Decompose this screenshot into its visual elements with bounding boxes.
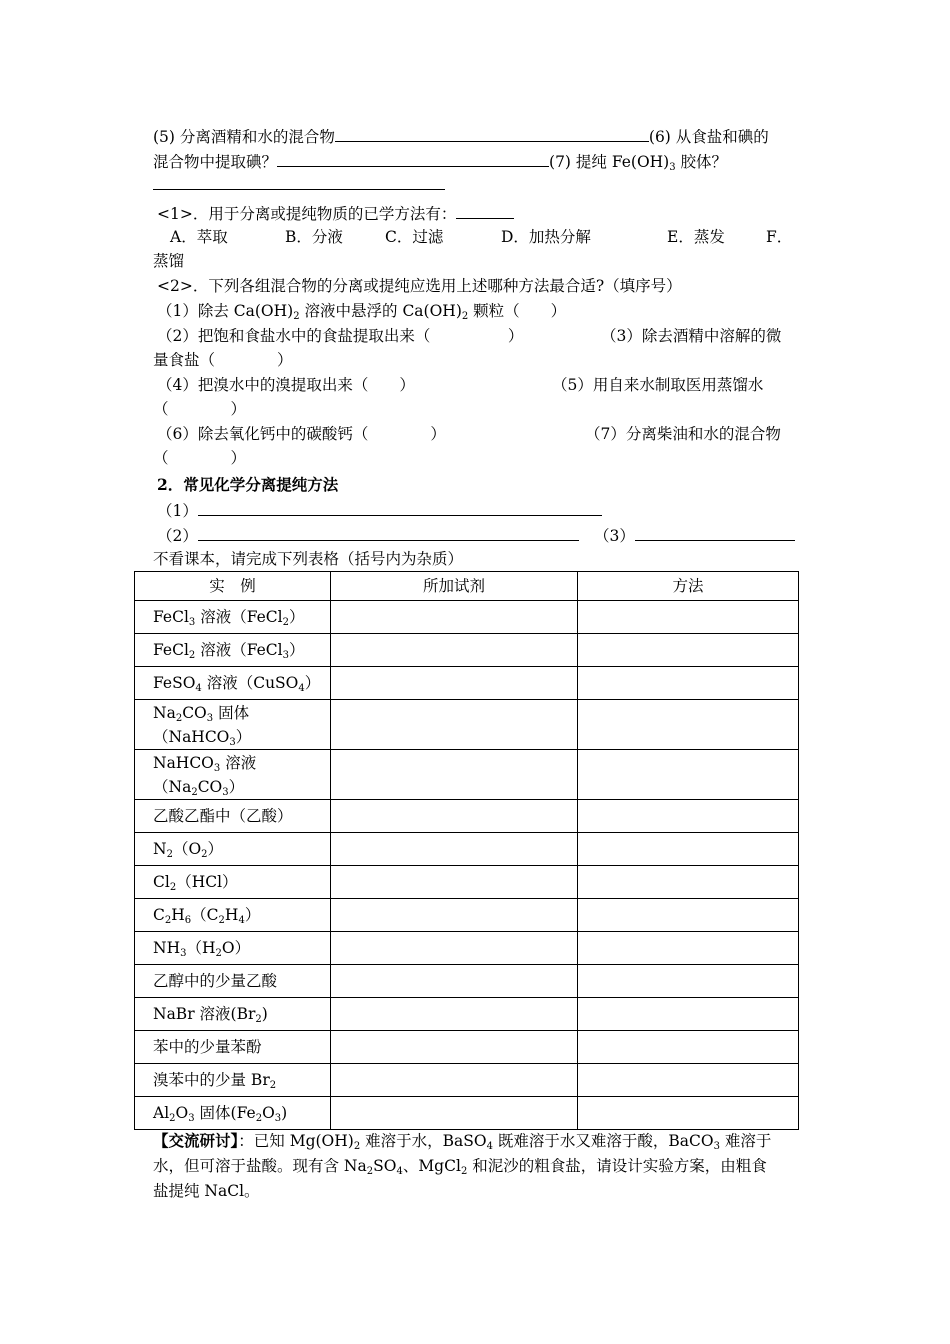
q2-item-3: （3）除去酒精中溶解的微 <box>601 327 782 345</box>
table-row <box>135 1064 799 1097</box>
method-cell[interactable] <box>578 899 799 932</box>
method-blank-3[interactable] <box>635 523 795 541</box>
method-cell[interactable] <box>578 932 799 965</box>
q2-item-2: （2）把饱和食盐水中的食盐提取出来（ ） <box>157 327 524 345</box>
table-row <box>135 998 799 1031</box>
q2-item-1: （1）除去 $Ca(OH)_2$ 溶液中悬浮的 $Ca(OH)_2$ 颗粒（ ） <box>157 302 567 322</box>
example-cell: FeCl$_2$ 溶液（FeCl$_3$） <box>135 634 331 667</box>
reagent-cell[interactable] <box>331 899 578 932</box>
method-blank-1[interactable] <box>198 498 602 516</box>
q1-options <box>170 225 228 249</box>
q2-item-5-cont: （ ） <box>153 400 247 418</box>
option-e: E．蒸发 <box>667 228 725 246</box>
method-cell[interactable] <box>578 866 799 899</box>
q2-item-7-cont: （ ） <box>153 449 247 467</box>
reagent-cell[interactable] <box>331 998 578 1031</box>
table-instruction: 不看课本，请完成下列表格（括号内为杂质） <box>153 550 464 568</box>
q2-title: <2>．下列各组混合物的分离或提纯应选用上述哪种方法最合适?（填序号） <box>157 277 682 295</box>
header-example: 实 例 <box>135 572 331 601</box>
example-cell: $C_2H_6(C_2H_4)$ <box>135 899 331 932</box>
example-cell: $NH_3(H_2O)$ <box>135 932 331 965</box>
q2-item-4: （4）把溴水中的溴提取出来（ ） <box>157 376 415 394</box>
option-a: A．萃取 <box>170 228 228 246</box>
example-cell: 乙酸乙酯中（乙酸） <box>135 800 331 833</box>
discussion-line-2: 水，但可溶于盐酸。现有含 $Na_2SO_4$、MgCl$_2$ 和泥沙的粗食盐，请设计实验方案，由粗食 <box>153 1157 767 1177</box>
example-cell: $Al_2O_3$ 固体$(Fe_2O_3)$ <box>135 1097 331 1130</box>
q2-item-5: （5）用自来水制取医用蒸馏水 <box>552 376 764 394</box>
method-cell[interactable] <box>578 601 799 634</box>
example-cell: $N_2(O_2)$ <box>135 833 331 866</box>
discussion-label: 【交流研讨】 <box>153 1131 239 1150</box>
option-f: F． <box>766 228 793 246</box>
example-cell: $Cl_2(HCl)$ <box>135 866 331 899</box>
worksheet-page: (5) 分离酒精和水的混合物 (6) 从食盐和碘的 混合物中提取碘？ (7) 提纯 $Fe(OH)_3$ 胶体？ <1>．用于分离或提纯物质的已学方法有： A．萃取 B．分液 C．过滤 D．加热分解 E．蒸发 F． 蒸馏 <2>．下列各组混合物的分离或提纯应选用上述哪种方法最合适?（填序号） （1）除去 $Ca(OH)_2$ 溶液中悬浮的 $Ca(OH)_2$ 颗粒（ ） （2）把饱和食盐水中的食盐提取出来（ ） （3）除去酒精中溶解的微 量食盐（ ） （4）把溴水中的溴提取出来（ ） （5）用自来水制取医用蒸馏水 （ ） （6）除去氧化钙中的碳酸钙（ ） （7）分离柴油和水的混合物 （ ） 2．常见化学分离提纯方法 （1） （2） （3） 不看课本，请完成下列表格（括号内为杂质） 实 例 所加试剂 方法 FeCl$_3$ 溶液（FeCl$_2$） FeCl$_2$ 溶液（FeCl$_3$） FeSO$_4$ 溶液（CuSO$_4$） $Na_2CO_3$ 固体 （NaHCO$_3$） NaHCO$_3$ 溶液 $(Na_2CO_3)$ 乙酸乙酯中（乙酸） $N_2(O_2)$ $Cl_2(HCl)$ $C_2H_6(C_2H_4)$ $NH_3(H_2O)$ 乙醇中的少量乙酸 NaBr 溶液$(Br_2)$ 苯中的少量苯酚 溴苯中的少量 $Br_2$ $Al_2O_3$ 固体$(Fe_2O_3)$ 【交流研讨】：已知 $Mg(OH)_2$ 难溶于水，BaSO$_4$ 既难溶于水又难溶于酸，BaCO$_3$ 难溶于 水，但可溶于盐酸。现有含 $Na_2SO_4$、MgCl$_2$ 和泥沙的粗食盐，请设计实验方案，由粗食 盐提纯 NaCl。 <box>0 0 950 1344</box>
header-method: 方法 <box>578 572 799 601</box>
table-row <box>135 965 799 998</box>
example-cell: FeCl$_3$ 溶液（FeCl$_2$） <box>135 601 331 634</box>
table-row <box>135 667 799 700</box>
method-cell[interactable] <box>578 750 799 800</box>
table-row <box>135 899 799 932</box>
header-reagent: 所加试剂 <box>331 572 578 601</box>
q1-title: <1>．用于分离或提纯物质的已学方法有： <box>157 205 457 223</box>
q1-answer-blank[interactable] <box>456 201 514 219</box>
table-row <box>135 800 799 833</box>
reagent-cell[interactable] <box>331 866 578 899</box>
intro-line-3 <box>153 172 445 197</box>
question-6-text: (6) 从食盐和碘的 <box>648 128 769 146</box>
method-cell[interactable] <box>578 634 799 667</box>
separation-table <box>134 571 799 1130</box>
table-row <box>135 1031 799 1064</box>
option-b: B．分液 <box>285 228 343 246</box>
option-c: C．过滤 <box>385 228 444 246</box>
reagent-cell[interactable] <box>331 800 578 833</box>
answer-blank-6[interactable] <box>277 149 549 167</box>
example-cell: NaHCO$_3$ 溶液 $(Na_2CO_3)$ <box>135 750 331 800</box>
q2-item-3-cont: 量食盐（ ） <box>153 351 293 369</box>
q2-item-6: （6）除去氧化钙中的碳酸钙（ ） <box>157 425 446 443</box>
option-d: D．加热分解 <box>501 228 591 246</box>
table-row <box>135 750 799 800</box>
method-cell[interactable] <box>578 1097 799 1130</box>
method-cell[interactable] <box>578 998 799 1031</box>
reagent-cell[interactable] <box>331 965 578 998</box>
table-row <box>135 932 799 965</box>
reagent-cell[interactable] <box>331 833 578 866</box>
method-cell[interactable] <box>578 667 799 700</box>
table-row <box>135 866 799 899</box>
table-row <box>135 1097 799 1130</box>
method-cell[interactable] <box>578 1064 799 1097</box>
method-cell[interactable] <box>578 800 799 833</box>
example-cell: 苯中的少量苯酚 <box>135 1031 331 1064</box>
reagent-cell[interactable] <box>331 634 578 667</box>
method-cell[interactable] <box>578 1031 799 1064</box>
reagent-cell[interactable] <box>331 700 578 750</box>
reagent-cell[interactable] <box>331 750 578 800</box>
table-row <box>135 700 799 750</box>
reagent-cell[interactable] <box>331 667 578 700</box>
reagent-cell[interactable] <box>331 1097 578 1130</box>
table-row <box>135 634 799 667</box>
example-cell: $Na_2CO_3$ 固体 （NaHCO$_3$） <box>135 700 331 750</box>
table-row <box>135 601 799 634</box>
reagent-cell[interactable] <box>331 1031 578 1064</box>
method-cell[interactable] <box>578 700 799 750</box>
example-cell: 溴苯中的少量 $Br_2$ <box>135 1064 331 1097</box>
example-cell: FeSO$_4$ 溶液（CuSO$_4$） <box>135 667 331 700</box>
question-6-cont: 混合物中提取碘？ <box>153 153 278 171</box>
reagent-cell[interactable] <box>331 601 578 634</box>
example-cell: 乙醇中的少量乙酸 <box>135 965 331 998</box>
question-5-text: (5) 分离酒精和水的混合物 <box>153 128 335 146</box>
q1-title-line <box>157 201 514 226</box>
method-cell[interactable] <box>578 965 799 998</box>
reagent-cell[interactable] <box>331 932 578 965</box>
method-blank-2[interactable] <box>198 523 579 541</box>
intro-line-2: 混合物中提取碘？ (7) 提纯 $Fe(OH)_3$ 胶体？ <box>153 149 727 174</box>
answer-blank-5[interactable] <box>335 124 649 142</box>
table-row <box>135 833 799 866</box>
section-2-title: 2．常见化学分离提纯方法 <box>157 475 339 494</box>
discussion-line-1: 【交流研讨】：已知 $Mg(OH)_2$ 难溶于水，BaSO$_4$ 既难溶于水又难溶于酸，BaCO$_3$ 难溶于 <box>153 1131 772 1152</box>
q2-item-7: （7）分离柴油和水的混合物 <box>585 425 781 443</box>
option-f-cont: 蒸馏 <box>153 252 185 270</box>
reagent-cell[interactable] <box>331 1064 578 1097</box>
example-cell: NaBr 溶液$(Br_2)$ <box>135 998 331 1031</box>
question-7-text: (7) 提纯 Fe(OH) <box>549 153 670 171</box>
discussion-line-3: 盐提纯 NaCl。 <box>153 1182 260 1200</box>
answer-blank-7[interactable] <box>153 172 445 190</box>
intro-line-1 <box>153 124 769 149</box>
method-cell[interactable] <box>578 833 799 866</box>
